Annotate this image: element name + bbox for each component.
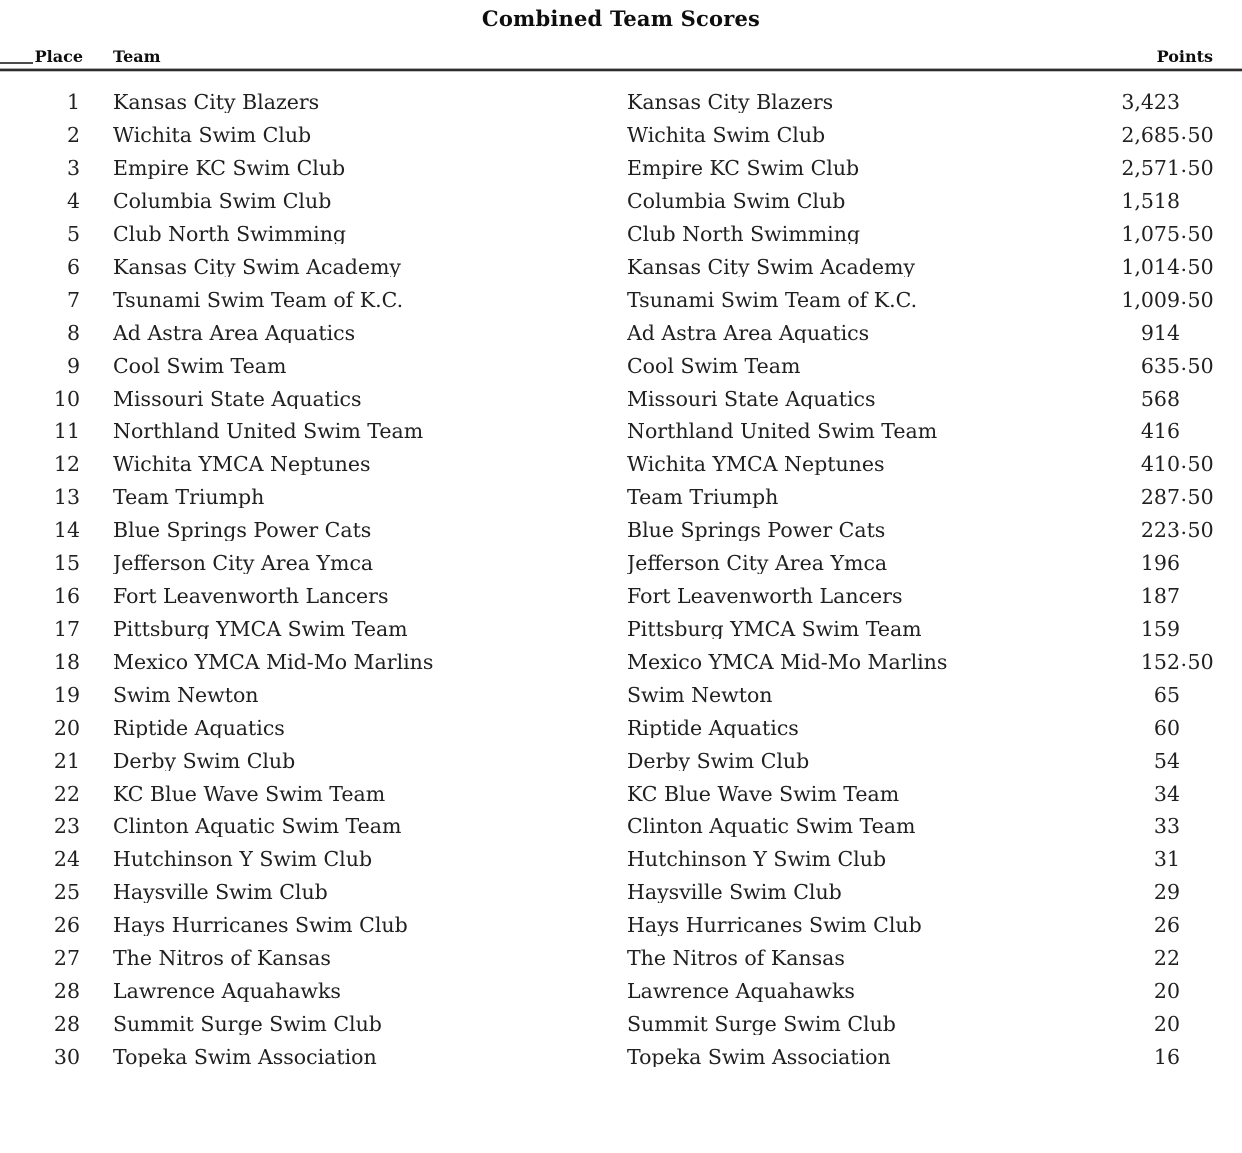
points-cell <box>1000 386 1213 411</box>
team-repeat-cell: Wichita YMCA Neptunes <box>627 454 885 475</box>
team-repeat-cell: Clinton Aquatic Swim Team <box>627 816 916 837</box>
points-cell <box>1000 646 1214 674</box>
points-integer: 914 <box>1140 320 1180 345</box>
points-cell <box>1000 320 1213 345</box>
points-integer: 31 <box>1153 847 1180 872</box>
points-cell <box>1000 849 1213 870</box>
place-cell: 3 <box>66 156 80 181</box>
decimal-separator: . <box>1180 646 1188 671</box>
team-cell: Topeka Swim Association <box>113 1046 377 1068</box>
table-row <box>0 316 1242 349</box>
points-cell <box>1000 188 1213 213</box>
place-cell: 16 <box>53 584 80 609</box>
team-repeat-cell: Empire KC Swim Club <box>627 158 860 179</box>
points-integer: 568 <box>1140 386 1180 411</box>
points-integer: 20 <box>1153 979 1180 1004</box>
team-repeat-cell: Northland United Swim Team <box>627 421 938 442</box>
table-row <box>0 1041 1242 1074</box>
table-row <box>0 514 1242 547</box>
points-cell <box>1000 421 1213 442</box>
table-row <box>0 613 1242 646</box>
place-cell: 6 <box>66 254 80 279</box>
place-cell: 25 <box>53 880 80 905</box>
points-cell <box>1000 748 1213 773</box>
team-cell: Lawrence Aquahawks <box>113 981 341 1002</box>
points-cell <box>1000 781 1213 806</box>
decimal-separator: . <box>1180 218 1188 243</box>
team-cell: Ad Astra Area Aquatics <box>113 322 356 344</box>
team-cell: Northland United Swim Team <box>113 421 424 442</box>
team-cell: Hutchinson Y Swim Club <box>113 849 373 870</box>
points-cell <box>1000 915 1213 936</box>
place-cell: 1 <box>66 90 80 115</box>
points-integer: 60 <box>1153 715 1180 740</box>
decimal-separator: . <box>1180 120 1188 145</box>
place-cell: 2 <box>66 123 80 148</box>
points-integer: 29 <box>1153 880 1180 905</box>
team-repeat-cell: Ad Astra Area Aquatics <box>627 322 870 344</box>
points-integer: 2,571 <box>1121 156 1180 181</box>
points-cell <box>1000 153 1214 181</box>
points-decimal: .50 <box>1180 218 1214 246</box>
table-row <box>0 382 1242 415</box>
points-cell <box>1000 449 1214 477</box>
column-header-team: Team <box>113 47 161 66</box>
points-decimal: .50 <box>1180 646 1214 674</box>
points-integer: 187 <box>1140 584 1180 609</box>
table-row <box>0 152 1242 185</box>
header-rule-left-segment <box>0 62 33 64</box>
team-cell: The Nitros of Kansas <box>113 948 331 969</box>
place-cell: 9 <box>66 353 80 378</box>
header-rule <box>0 68 1242 72</box>
points-integer: 159 <box>1140 616 1180 641</box>
team-cell: Mexico YMCA Mid-Mo Marlins <box>113 651 434 673</box>
team-cell: Empire KC Swim Club <box>113 158 346 179</box>
place-cell: 12 <box>53 452 80 477</box>
place-cell: 7 <box>66 287 80 312</box>
points-cell <box>1000 816 1213 837</box>
points-integer: 65 <box>1153 682 1180 707</box>
table-row <box>0 646 1242 679</box>
place-cell: 24 <box>53 847 80 872</box>
team-repeat-cell: Cool Swim Team <box>627 355 801 377</box>
place-cell: 20 <box>53 715 80 740</box>
points-integer: 20 <box>1153 1012 1180 1037</box>
points-decimal: .50 <box>1180 153 1214 181</box>
decimal-separator: . <box>1180 449 1188 474</box>
team-cell: Cool Swim Team <box>113 355 287 377</box>
team-cell: Tsunami Swim Team of K.C. <box>113 289 404 311</box>
points-integer: 1,518 <box>1121 188 1180 213</box>
points-cell <box>1000 482 1214 510</box>
table-row <box>0 86 1242 119</box>
team-cell: Summit Surge Swim Club <box>113 1014 382 1035</box>
table-row <box>0 415 1242 448</box>
points-integer: 22 <box>1153 946 1180 971</box>
points-integer: 196 <box>1140 551 1180 576</box>
place-cell: 18 <box>53 649 80 674</box>
points-cell <box>1000 553 1213 574</box>
table-row <box>0 843 1242 876</box>
points-integer: 1,075 <box>1121 221 1180 246</box>
points-integer: 2,685 <box>1121 123 1180 148</box>
team-cell: Jefferson City Area Ymca <box>113 553 374 574</box>
points-cell <box>1000 882 1213 903</box>
place-cell: 14 <box>53 518 80 543</box>
table-row <box>0 448 1242 481</box>
table-row <box>0 580 1242 613</box>
place-cell: 30 <box>53 1044 80 1069</box>
place-cell: 4 <box>66 188 80 213</box>
team-cell: Columbia Swim Club <box>113 190 332 212</box>
points-cell <box>1000 715 1213 740</box>
place-cell: 23 <box>53 814 80 839</box>
points-cell <box>1000 92 1213 113</box>
points-decimal: .50 <box>1180 120 1214 148</box>
team-cell: Pittsburg YMCA Swim Team <box>113 618 408 640</box>
team-cell: Wichita Swim Club <box>113 125 312 146</box>
points-decimal: .50 <box>1180 482 1214 510</box>
team-repeat-cell: Haysville Swim Club <box>627 882 842 903</box>
decimal-separator: . <box>1180 350 1188 375</box>
table-row <box>0 679 1242 712</box>
team-repeat-cell: Team Triumph <box>627 487 779 508</box>
table-row <box>0 251 1242 284</box>
team-repeat-cell: Swim Newton <box>627 684 773 706</box>
points-cell <box>1000 120 1214 148</box>
team-repeat-cell: Jefferson City Area Ymca <box>627 553 888 574</box>
table-row <box>0 909 1242 942</box>
team-cell: Kansas City Swim Academy <box>113 256 401 278</box>
points-integer: 152 <box>1140 649 1180 674</box>
points-decimal: .50 <box>1180 251 1214 279</box>
table-row <box>0 975 1242 1008</box>
points-cell <box>1000 1044 1213 1069</box>
team-cell: Derby Swim Club <box>113 750 296 772</box>
page-title: Combined Team Scores <box>481 6 761 31</box>
team-repeat-cell: Kansas City Blazers <box>627 92 834 113</box>
score-table-body <box>0 86 1242 1074</box>
team-cell: Club North Swimming <box>113 223 347 245</box>
points-integer: 3,423 <box>1121 90 1180 115</box>
points-cell <box>1000 981 1213 1002</box>
column-header-points: Points <box>1156 47 1213 66</box>
place-cell: 11 <box>53 419 80 444</box>
points-integer: 635 <box>1140 353 1180 378</box>
team-cell: Haysville Swim Club <box>113 882 328 903</box>
points-cell <box>1000 515 1214 543</box>
table-row <box>0 284 1242 317</box>
team-cell: Team Triumph <box>113 487 265 508</box>
points-cell <box>1000 586 1213 607</box>
team-repeat-cell: Blue Springs Power Cats <box>627 520 886 541</box>
points-cell <box>1000 284 1214 312</box>
points-cell <box>1000 616 1213 641</box>
points-cell <box>1000 682 1213 707</box>
place-cell: 5 <box>66 221 80 246</box>
table-row <box>0 349 1242 382</box>
team-repeat-cell: Hutchinson Y Swim Club <box>627 849 887 870</box>
team-repeat-cell: Missouri State Aquatics <box>627 388 876 409</box>
place-cell: 13 <box>53 485 80 510</box>
points-cell <box>1000 218 1214 246</box>
table-row <box>0 712 1242 745</box>
place-cell: 26 <box>53 913 80 938</box>
points-decimal: .50 <box>1180 350 1214 378</box>
decimal-separator: . <box>1180 251 1188 276</box>
points-integer: 1,014 <box>1121 254 1180 279</box>
points-cell <box>1000 251 1214 279</box>
decimal-separator: . <box>1180 515 1188 540</box>
place-cell: 10 <box>53 386 80 411</box>
team-cell: Clinton Aquatic Swim Team <box>113 816 402 837</box>
team-repeat-cell: KC Blue Wave Swim Team <box>627 783 900 805</box>
table-row <box>0 1008 1242 1041</box>
points-integer: 416 <box>1140 419 1180 444</box>
team-repeat-cell: Wichita Swim Club <box>627 125 826 146</box>
place-cell: 22 <box>53 781 80 806</box>
team-repeat-cell: Riptide Aquatics <box>627 717 799 739</box>
table-row <box>0 481 1242 514</box>
team-repeat-cell: Hays Hurricanes Swim Club <box>627 915 922 936</box>
team-cell: Blue Springs Power Cats <box>113 520 372 541</box>
decimal-separator: . <box>1180 284 1188 309</box>
team-repeat-cell: Lawrence Aquahawks <box>627 981 855 1002</box>
team-repeat-cell: Mexico YMCA Mid-Mo Marlins <box>627 651 948 673</box>
points-decimal: .50 <box>1180 284 1214 312</box>
points-cell <box>1000 948 1213 969</box>
team-cell: Fort Leavenworth Lancers <box>113 586 389 607</box>
team-repeat-cell: Pittsburg YMCA Swim Team <box>627 618 922 640</box>
team-repeat-cell: Summit Surge Swim Club <box>627 1014 896 1035</box>
points-integer: 287 <box>1140 485 1180 510</box>
points-integer: 33 <box>1153 814 1180 839</box>
points-decimal: .50 <box>1180 449 1214 477</box>
points-integer: 34 <box>1153 781 1180 806</box>
team-cell: Wichita YMCA Neptunes <box>113 454 371 475</box>
place-cell: 27 <box>53 946 80 971</box>
team-repeat-cell: The Nitros of Kansas <box>627 948 845 969</box>
place-cell: 17 <box>53 616 80 641</box>
points-cell <box>1000 350 1214 378</box>
points-integer: 54 <box>1153 748 1180 773</box>
table-row <box>0 777 1242 810</box>
team-repeat-cell: Derby Swim Club <box>627 750 810 772</box>
team-repeat-cell: Columbia Swim Club <box>627 190 846 212</box>
points-integer: 1,009 <box>1121 287 1180 312</box>
table-row <box>0 119 1242 152</box>
decimal-separator: . <box>1180 153 1188 178</box>
place-cell: 28 <box>53 979 80 1004</box>
place-cell: 8 <box>66 320 80 345</box>
team-repeat-cell: Topeka Swim Association <box>627 1046 891 1068</box>
points-cell <box>1000 1014 1213 1035</box>
points-decimal: .50 <box>1180 515 1214 543</box>
table-header-row <box>0 47 1242 66</box>
points-integer: 26 <box>1153 913 1180 938</box>
column-header-place: Place <box>34 47 83 66</box>
points-integer: 223 <box>1140 518 1180 543</box>
team-repeat-cell: Kansas City Swim Academy <box>627 256 915 278</box>
table-row <box>0 547 1242 580</box>
team-repeat-cell: Fort Leavenworth Lancers <box>627 586 903 607</box>
team-cell: Hays Hurricanes Swim Club <box>113 915 408 936</box>
place-cell: 28 <box>53 1012 80 1037</box>
decimal-separator: . <box>1180 482 1188 507</box>
team-repeat-cell: Club North Swimming <box>627 223 861 245</box>
team-cell: Riptide Aquatics <box>113 717 285 739</box>
team-repeat-cell: Tsunami Swim Team of K.C. <box>627 289 918 311</box>
place-cell: 15 <box>53 551 80 576</box>
place-cell: 21 <box>53 748 80 773</box>
team-cell: Missouri State Aquatics <box>113 388 362 409</box>
place-cell: 19 <box>53 682 80 707</box>
table-row <box>0 810 1242 843</box>
team-cell: Swim Newton <box>113 684 259 706</box>
table-row <box>0 942 1242 975</box>
points-integer: 410 <box>1140 452 1180 477</box>
team-cell: KC Blue Wave Swim Team <box>113 783 386 805</box>
table-row <box>0 744 1242 777</box>
table-row <box>0 218 1242 251</box>
table-row <box>0 876 1242 909</box>
team-cell: Kansas City Blazers <box>113 92 320 113</box>
table-row <box>0 185 1242 218</box>
points-integer: 16 <box>1153 1044 1180 1069</box>
